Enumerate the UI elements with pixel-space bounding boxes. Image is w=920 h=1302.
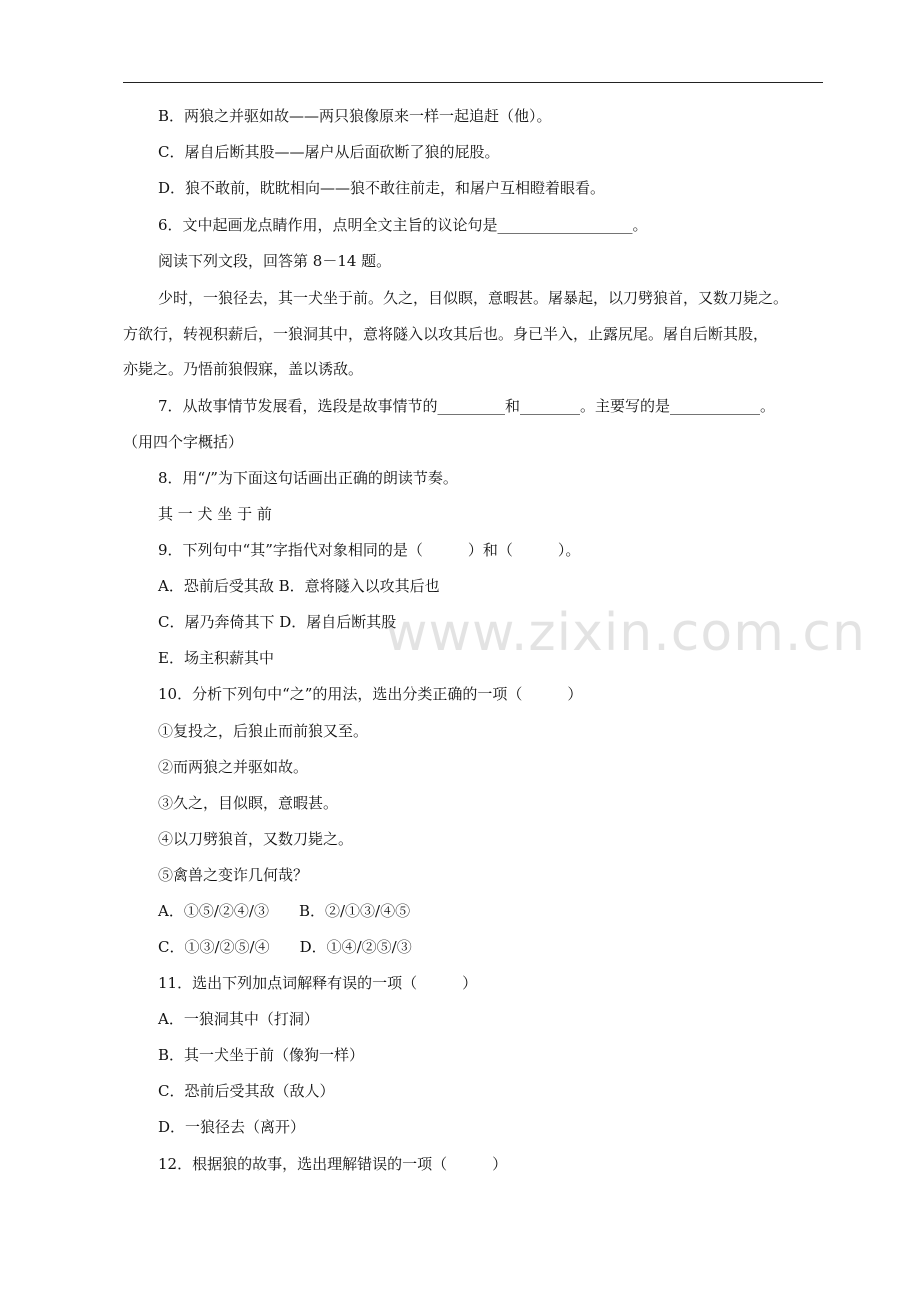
question-10-item-4: ④以刀劈狼首，又数刀毙之。 <box>158 830 354 848</box>
header-rule <box>123 82 823 83</box>
question-11-option-d: D．一狼径去（离开） <box>158 1118 306 1136</box>
watermark: www.zixin.com.cn <box>385 603 866 663</box>
question-11-option-a: A．一狼洞其中（打洞） <box>158 1010 319 1028</box>
question-9-option-e: E．场主积薪其中 <box>158 649 274 667</box>
question-8-sentence: 其 一 犬 坐 于 前 <box>158 505 272 523</box>
question-9-options-ab: A．恐前后受其敌 B．意将隧入以攻其后也 <box>158 577 440 595</box>
question-7: 7．从故事情节发展看，选段是故事情节的_________和________。主要写的是____________。 <box>158 397 776 415</box>
question-9: 9．下列句中“其”字指代对象相同的是（ ）和（ ）。 <box>158 541 581 559</box>
question-10-options-ab: A．①⑤/②④/③ B．②/①③/④⑤ <box>158 902 411 920</box>
passage-line-3: 亦毙之。乃悟前狼假寐，盖以诱敌。 <box>123 360 364 378</box>
question-10: 10．分析下列句中“之”的用法，选出分类正确的一项（ ） <box>158 685 583 703</box>
question-10-item-5: ⑤禽兽之变诈几何哉？ <box>158 866 309 884</box>
option-d-line: D．狼不敢前，眈眈相向——狼不敢往前走，和屠户互相瞪着眼看。 <box>158 179 606 197</box>
passage-line-1: 少时，一狼径去，其一犬坐于前。久之，目似瞑，意暇甚。屠暴起，以刀劈狼首，又数刀毙之。 <box>158 289 789 307</box>
question-6: 6．文中起画龙点睛作用，点明全文主旨的议论句是__________________。 <box>158 216 648 234</box>
passage-line-2: 方欲行，转视积薪后，一狼洞其中，意将隧入以攻其后也。身已半入，止露尻尾。屠自后断其股， <box>123 325 769 343</box>
question-9-options-cd: C．屠乃奔倚其下 D．屠自后断其股 <box>158 613 397 631</box>
question-11-option-b: B．其一犬坐于前（像狗一样） <box>158 1046 365 1064</box>
question-12: 12．根据狼的故事，选出理解错误的一项（ ） <box>158 1155 508 1173</box>
question-11: 11．选出下列加点词解释有误的一项（ ） <box>158 974 478 992</box>
question-10-item-3: ③久之，目似瞑，意暇甚。 <box>158 794 339 812</box>
question-10-item-2: ②而两狼之并驱如故。 <box>158 758 309 776</box>
question-11-option-c: C．恐前后受其敌（敌人） <box>158 1082 335 1100</box>
option-b-line: B．两狼之并驱如故——两只狼像原来一样一起追赶（他）。 <box>158 107 552 125</box>
reading-instruction: 阅读下列文段，回答第 8－14 题。 <box>158 252 392 270</box>
question-10-options-cd: C．①③/②⑤/④ D．①④/②⑤/③ <box>158 938 412 956</box>
question-10-item-1: ①复投之，后狼止而前狼又至。 <box>158 722 369 740</box>
question-7-note: （用四个字概括） <box>123 433 244 451</box>
option-c-line: C．屠自后断其股——屠户从后面砍断了狼的屁股。 <box>158 143 500 161</box>
question-8: 8．用“/”为下面这句话画出正确的朗读节奏。 <box>158 469 458 487</box>
